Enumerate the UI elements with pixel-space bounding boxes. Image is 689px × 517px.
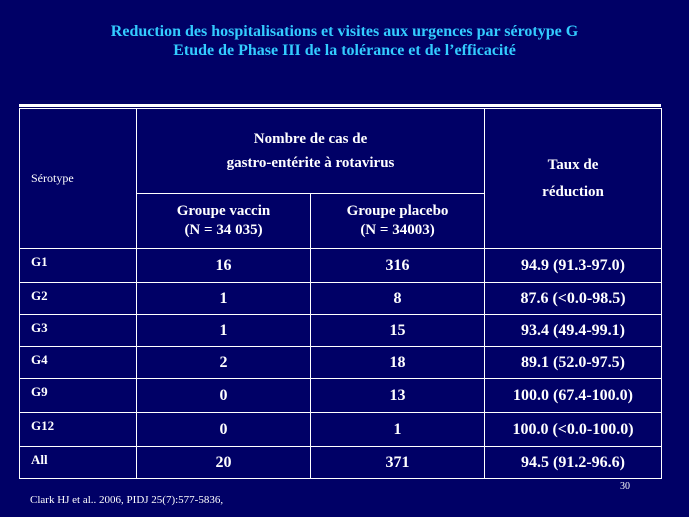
table-row [20, 249, 662, 283]
row-serotype: G12 [20, 413, 137, 447]
row-serotype: All [20, 447, 137, 479]
header-row-1 [20, 109, 662, 194]
row-reduction: 87.6 (<0.0-98.5) [485, 283, 662, 315]
row-vaccine-cases: 0 [137, 379, 311, 413]
row-placebo-cases: 13 [311, 379, 485, 413]
row-placebo-cases: 371 [311, 447, 485, 479]
row-placebo-cases: 1 [311, 413, 485, 447]
table-row [20, 283, 662, 315]
table-row [20, 379, 662, 413]
row-vaccine-cases: 1 [137, 315, 311, 347]
row-reduction: 100.0 (<0.0-100.0) [485, 413, 662, 447]
row-vaccine-cases: 2 [137, 347, 311, 379]
title-divider [19, 104, 661, 107]
header-placebo-line-1: Groupe placebo [346, 203, 449, 219]
row-reduction: 100.0 (67.4-100.0) [485, 379, 662, 413]
slide-title [0, 22, 689, 60]
table-row [20, 413, 662, 447]
row-placebo-cases: 18 [311, 347, 485, 379]
row-reduction: 89.1 (52.0-97.5) [485, 347, 662, 379]
header-vaccine-line-2: (N = 34 035) [184, 222, 263, 238]
slide-title-line-2: Etude de Phase III de la tolérance et de l’efficacité [173, 42, 516, 59]
row-placebo-cases: 8 [311, 283, 485, 315]
row-placebo-cases: 316 [311, 249, 485, 283]
row-vaccine-cases: 1 [137, 283, 311, 315]
header-placebo-line-2: (N = 34003) [360, 222, 435, 238]
table-row [20, 447, 662, 479]
header-cases [137, 109, 485, 194]
row-reduction: 94.9 (91.3-97.0) [485, 249, 662, 283]
table-row [20, 347, 662, 379]
header-serotype: Sérotype [20, 109, 137, 249]
table-row [20, 315, 662, 347]
row-serotype: G4 [20, 347, 137, 379]
row-serotype: G9 [20, 379, 137, 413]
row-reduction: 93.4 (49.4-99.1) [485, 315, 662, 347]
row-reduction: 94.5 (91.2-96.6) [485, 447, 662, 479]
row-vaccine-cases: 16 [137, 249, 311, 283]
header-vaccine-group [137, 194, 311, 249]
header-cases-line-2: gastro-entérite à rotavirus [226, 155, 395, 171]
header-reduction-line-1: Taux de [547, 156, 599, 173]
row-placebo-cases: 15 [311, 315, 485, 347]
header-placebo-group [311, 194, 485, 249]
header-cases-line-1: Nombre de cas de [253, 131, 368, 147]
row-serotype: G1 [20, 249, 137, 283]
row-serotype: G2 [20, 283, 137, 315]
header-reduction-line-2: réduction [542, 183, 604, 200]
header-reduction [485, 109, 662, 249]
page-number: 30 [620, 481, 630, 492]
row-serotype: G3 [20, 315, 137, 347]
serotype-results-table [19, 108, 662, 479]
row-vaccine-cases: 0 [137, 413, 311, 447]
slide-title-line-1: Reduction des hospitalisations et visites aux urgences par sérotype G [110, 23, 579, 40]
citation: Clark HJ et al.. 2006, PIDJ 25(7):577-5836, [30, 494, 224, 506]
row-vaccine-cases: 20 [137, 447, 311, 479]
header-vaccine-line-1: Groupe vaccin [176, 203, 271, 219]
